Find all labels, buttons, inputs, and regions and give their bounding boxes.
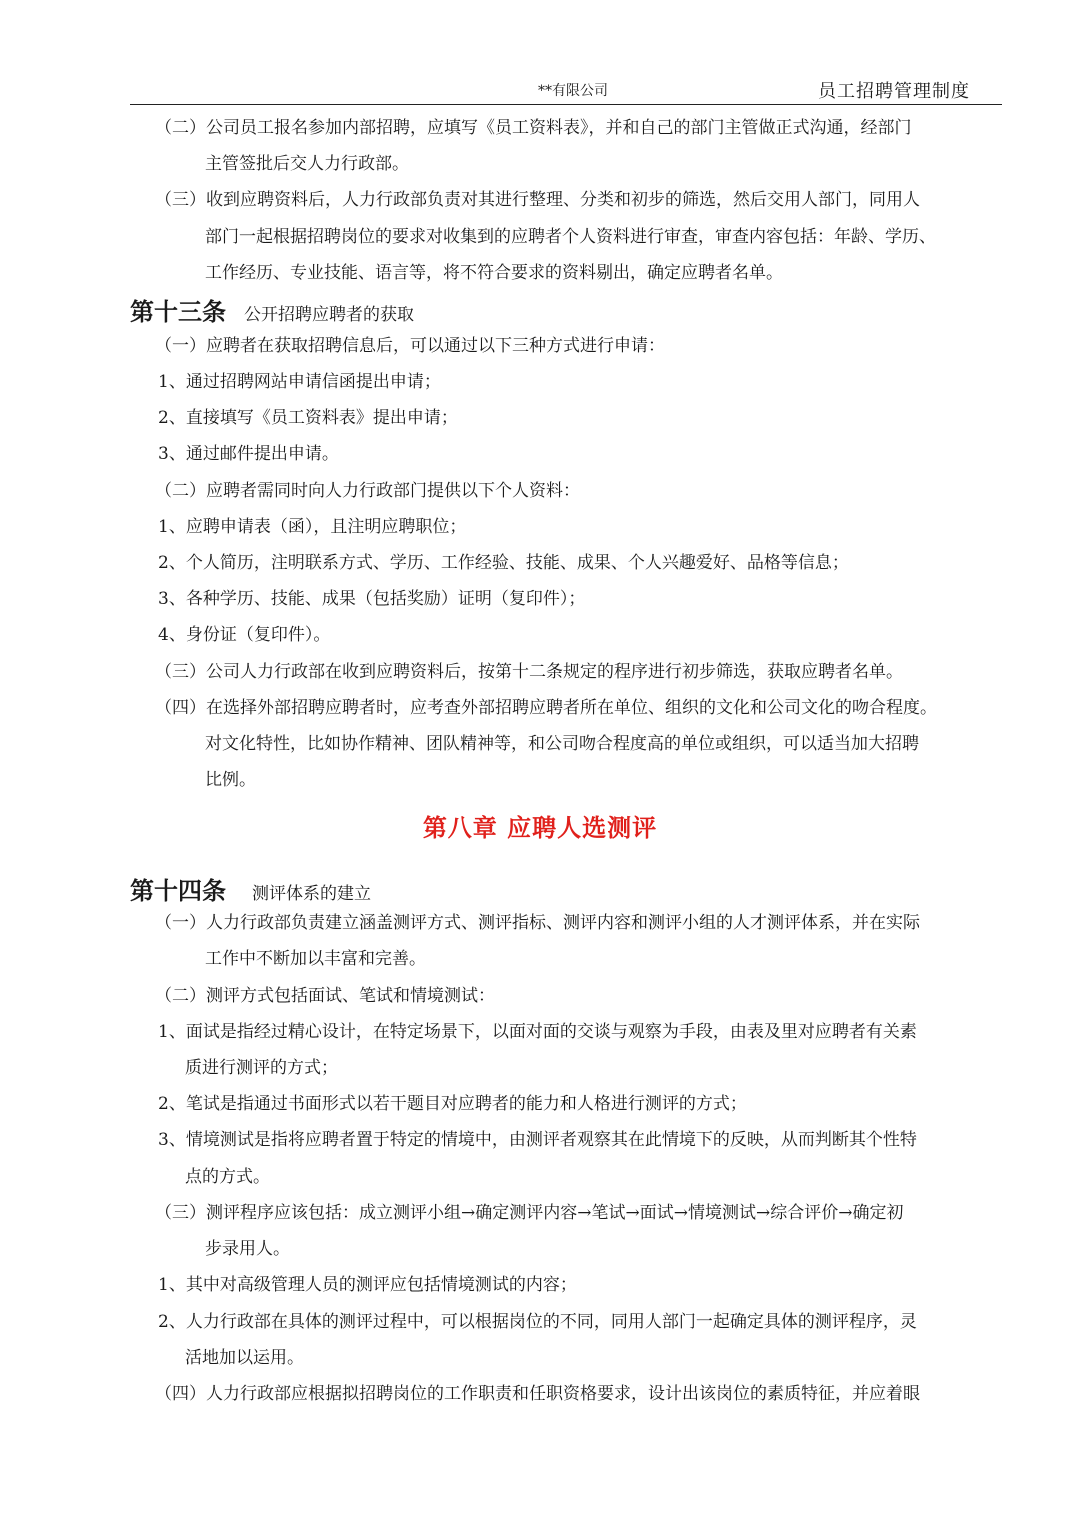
paragraph-line: （四）在选择外部招聘应聘者时，应考查外部招聘应聘者所在单位、组织的文化和公司文化的吻合程度。 (155, 698, 937, 718)
header-company: **有限公司 (538, 83, 608, 99)
paragraph-line: （三）测评程序应该包括：成立测评小组→确定测评内容→笔试→面试→情境测试→综合评价→确定初 (155, 1203, 904, 1223)
list-item: 3、通过邮件提出申请。 (158, 444, 339, 464)
paragraph-line: （二）应聘者需同时向人力行政部门提供以下个人资料： (155, 481, 580, 501)
article-title: 测评体系的建立 (252, 884, 371, 904)
list-item: 2、直接填写《员工资料表》提出申请； (158, 408, 458, 428)
chapter-title: 第八章 应聘人选测评 (422, 814, 658, 842)
page-header (130, 74, 1002, 105)
paragraph-line: 对文化特性，比如协作精神、团队精神等，和公司吻合程度高的单位或组织，可以适当加大招聘 (205, 734, 919, 754)
paragraph-line: 比例。 (205, 770, 256, 790)
article-title: 公开招聘应聘者的获取 (244, 305, 414, 325)
header-title: 员工招聘管理制度 (818, 81, 970, 102)
paragraph-line: 部门一起根据招聘岗位的要求对收集到的应聘者个人资料进行审查，审查内容包括：年龄、学历、 (205, 227, 936, 247)
list-item: 3、各种学历、技能、成果（包括奖励）证明（复印件）； (158, 589, 586, 609)
list-item: 1、其中对高级管理人员的测评应包括情境测试的内容； (158, 1275, 577, 1295)
paragraph-line: （一）人力行政部负责建立涵盖测评方式、测评指标、测评内容和测评小组的人才测评体系，并在实际 (155, 913, 920, 933)
paragraph-line: 工作经历、专业技能、语言等，将不符合要求的资料剔出，确定应聘者名单。 (205, 263, 783, 283)
list-item-continuation: 质进行测评的方式； (185, 1058, 338, 1078)
article-13-heading (130, 292, 414, 327)
paragraph-line: （二）公司员工报名参加内部招聘，应填写《员工资料表》，并和自己的部门主管做正式沟通，经部门 (155, 118, 912, 138)
paragraph-line: （二）测评方式包括面试、笔试和情境测试： (155, 986, 495, 1006)
paragraph-line: 主管签批后交人力行政部。 (205, 154, 409, 174)
list-item-continuation: 点的方式。 (185, 1167, 270, 1187)
list-item: 2、笔试是指通过书面形式以若干题目对应聘者的能力和人格进行测评的方式； (158, 1094, 747, 1114)
article-number: 第十三条 (130, 298, 226, 326)
paragraph-line: （三）公司人力行政部在收到应聘资料后，按第十二条规定的程序进行初步筛选，获取应聘者名单。 (155, 662, 903, 682)
list-item: 2、个人简历，注明联系方式、学历、工作经验、技能、成果、个人兴趣爱好、品格等信息； (158, 553, 849, 573)
list-item-continuation: 活地加以运用。 (185, 1348, 304, 1368)
paragraph-line: 步录用人。 (205, 1239, 290, 1259)
list-item: 1、通过招聘网站申请信函提出申请； (158, 372, 441, 392)
list-item: 4、身份证（复印件）。 (158, 625, 331, 645)
paragraph-line: （四）人力行政部应根据拟招聘岗位的工作职责和任职资格要求，设计出该岗位的素质特征，并应着眼 (155, 1384, 920, 1404)
paragraph-line: 工作中不断加以丰富和完善。 (205, 949, 426, 969)
paragraph-line: （三）收到应聘资料后，人力行政部负责对其进行整理、分类和初步的筛选，然后交用人部门，同用人 (155, 190, 920, 210)
article-14-heading (130, 871, 371, 906)
paragraph-line: （一）应聘者在获取招聘信息后，可以通过以下三种方式进行申请： (155, 336, 665, 356)
list-item: 2、人力行政部在具体的测评过程中，可以根据岗位的不同，同用人部门一起确定具体的测评程序，灵 (158, 1312, 917, 1332)
list-item: 1、面试是指经过精心设计，在特定场景下，以面对面的交谈与观察为手段，由表及里对应聘者有关素 (158, 1022, 917, 1042)
list-item: 3、情境测试是指将应聘者置于特定的情境中，由测评者观察其在此情境下的反映，从而判断其个性特 (158, 1130, 917, 1150)
article-number: 第十四条 (130, 877, 226, 905)
list-item: 1、应聘申请表（函），且注明应聘职位； (158, 517, 467, 537)
